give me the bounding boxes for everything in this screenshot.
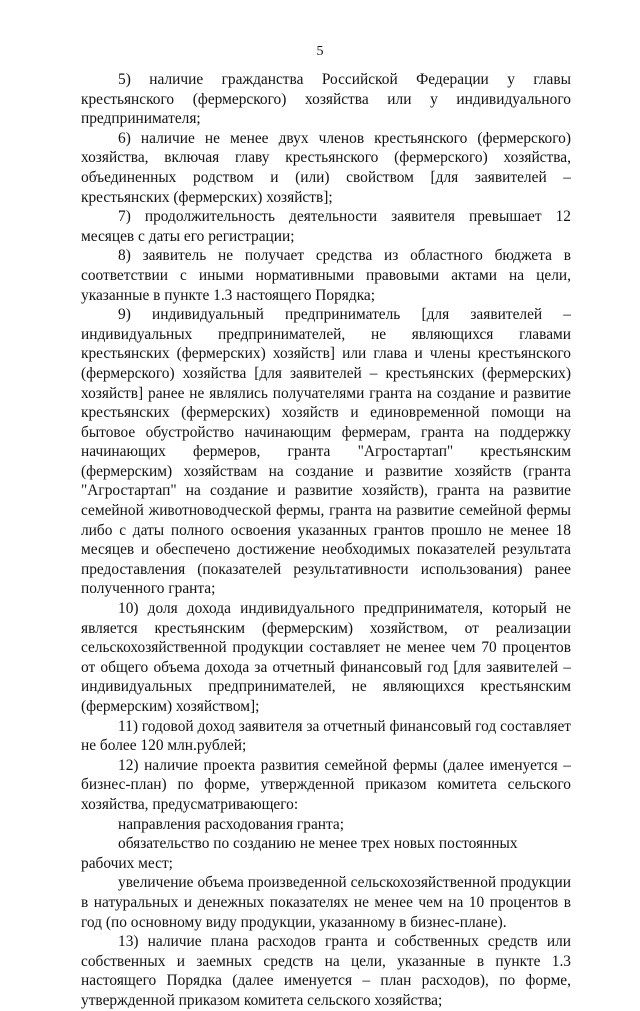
paragraph-item-12: 12) наличие проекта развития семейной фермы (далее именуется – бизнес-план) по форме, утвержденной приказом комитета сельского хозяйства, предусматривающего:	[81, 756, 571, 813]
subitem-new-jobs: обязательство по созданию не менее трех новых постоянных рабочих мест;	[81, 835, 518, 872]
paragraph-item-6: 6) наличие не менее двух членов крестьянского (фермерского) хозяйства, включая главу крестьянского (фермерского) хозяйства, объединенных родством и (или) свойством [для заявителей – крестьянских (фермерских) хозяйств];	[81, 129, 571, 206]
paragraph-item-11: 11) годовой доход заявителя за отчетный финансовый год составляет не более 120 млн.рублей;	[81, 717, 571, 755]
document-body	[81, 70, 571, 1011]
paragraph-item-13: 13) наличие плана расходов гранта и собственных средств или собственных и заемных средств на цели, указанные в пункте 1.3 настоящего Порядка (далее именуется – план расходов), по форме, утвержденной приказом комитета сельского хозяйства;	[81, 933, 571, 1009]
paragraph-item-8: 8) заявитель не получает средства из областного бюджета в соответствии с иными нормативными правовыми актами на цели, указанные в пункте 1.3 настоящего Порядка;	[81, 247, 571, 304]
subitem-production-growth: увеличение объема произведенной сельскохозяйственной продукции в натуральных и денежных показателях не менее чем на 10 процентов в год (по основному виду продукции, указанному в бизнес-плане).	[81, 874, 571, 931]
paragraph-item-10: 10) доля дохода индивидуального предпринимателя, который не является крестьянским (фермерским) хозяйством, от реализации сельскохозяйственной продукции составляет не менее чем 70 процентов от общего объема дохода за отчетный финансовый год [для заявителей – индивидуальных предпринимателей, не являющихся крестьянским (фермерским) хозяйством];	[81, 600, 571, 715]
paragraph-item-7: 7) продолжительность деятельности заявителя превышает 12 месяцев с даты его регистрации;	[81, 208, 571, 245]
paragraph-item-9: 9) индивидуальный предприниматель [для заявителей – индивидуальных предпринимателей, не являющихся главами крестьянских (фермерских) хозяйств] или глава и члены крестьянского (фермерского) хозяйства [для заявителей – крестьянских (фермерских) хозяйств] ранее не являлись получателями гранта на создание и развитие крестьянских (фермерских) хозяйств и единовременной помощи на бытовое обустройство начинающим фермерам, гранта на поддержку начинающих фермеров, гранта "Агростартап" крестьянским (фермерским) хозяйствам на создание и развитие хозяйств (гранта "Агростартап" на создание и развитие хозяйств), гранта на развитие семейной животноводческой фермы, гранта на развитие семейной фермы либо с даты полного освоения указанных грантов прошло не менее 18 месяцев и обеспечено достижение необходимых показателей результата предоставления (показателей результативности использования) ранее полученного гранта;	[81, 306, 571, 598]
paragraph-item-5: 5) наличие гражданства Российской Федерации у главы крестьянского (фермерского) хозяйства или у индивидуального предпринимателя;	[81, 71, 571, 128]
subitem-grant-spending: направления расходования гранта;	[118, 815, 345, 833]
page-number: 5	[316, 44, 324, 59]
